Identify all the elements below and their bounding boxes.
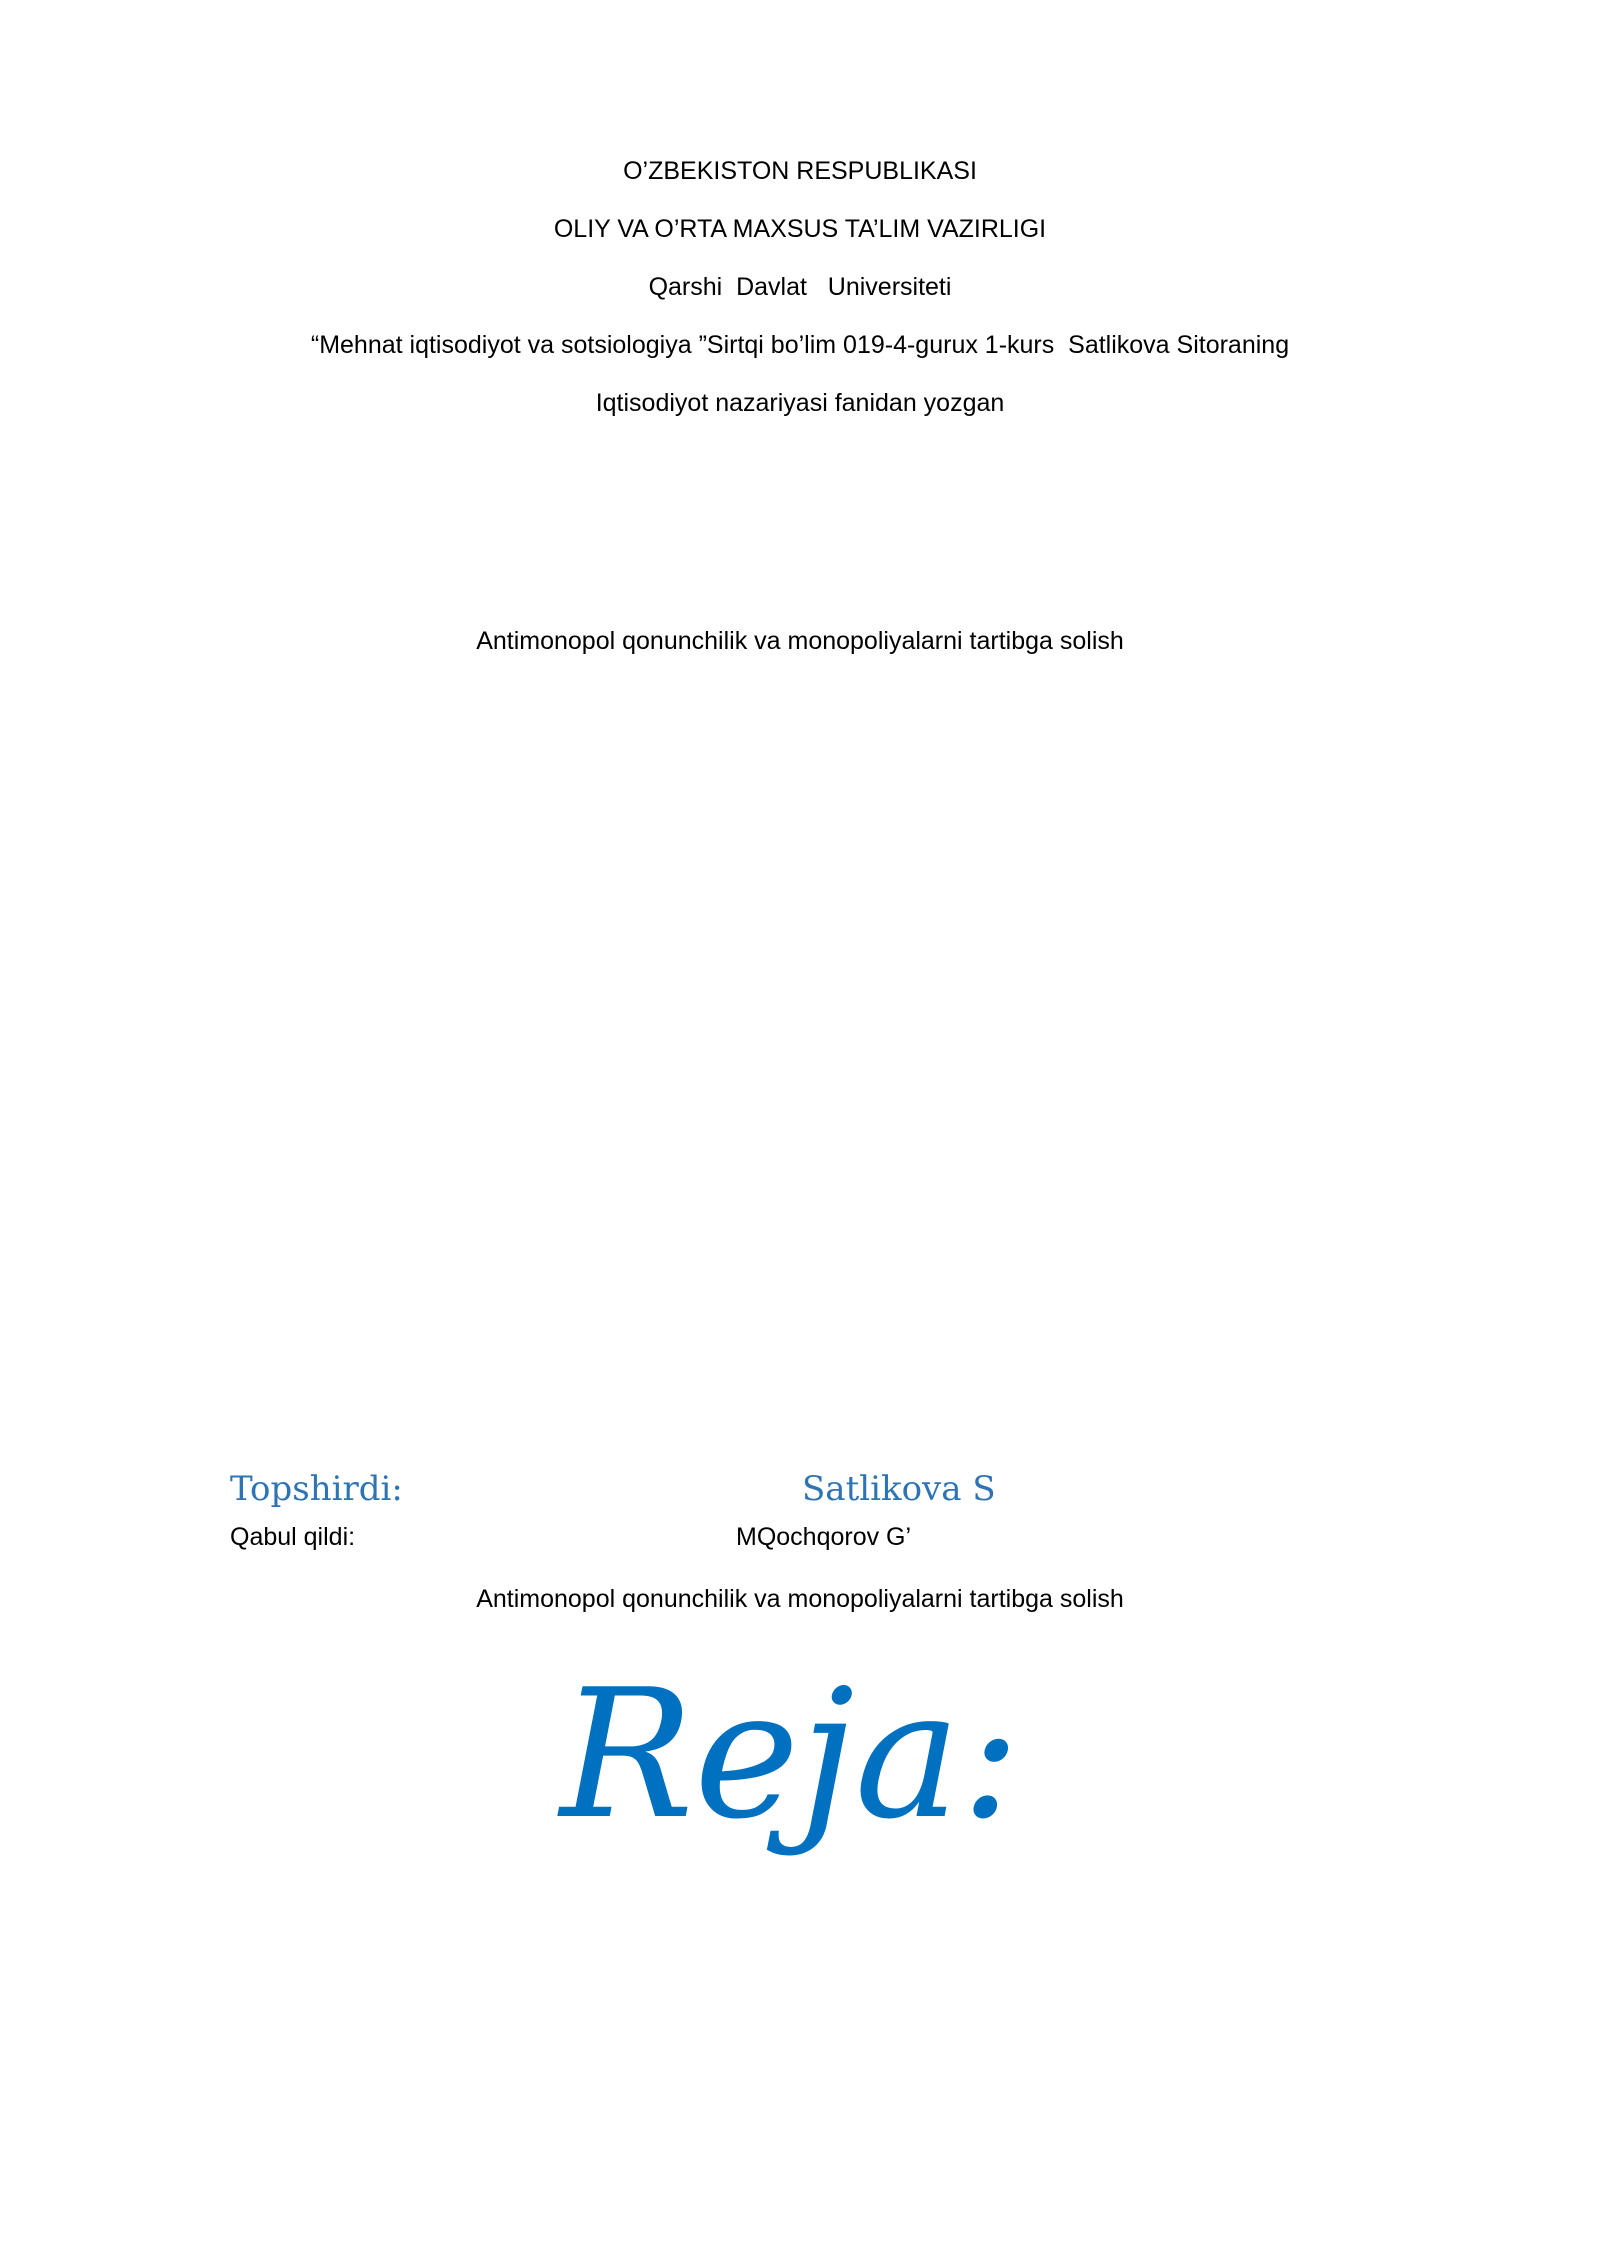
topic-title: Antimonopol qonunchilik va monopoliyalarni tartibga solish: [476, 627, 1124, 655]
submitted-name: Satlikova S: [802, 1469, 996, 1509]
plan-heading: Reja:: [560, 1651, 1021, 1858]
subject-line: Iqtisodiyot nazariyasi fanidan yozgan: [595, 389, 1005, 417]
ministry-heading: OLIY VA O’RTA MAXSUS TA’LIM VAZIRLIGI: [553, 215, 1047, 243]
university-heading: Qarshi Davlat Universiteti: [648, 273, 952, 301]
accepted-name: MQochqorov G’: [736, 1523, 912, 1551]
submitted-label: Topshirdi:: [230, 1469, 403, 1509]
second-topic-title: Antimonopol qonunchilik va monopoliyalarni tartibga solish: [476, 1585, 1124, 1613]
student-line: “Mehnat iqtisodiyot va sotsiologiya ”Sirtqi bo’lim 019-4-gurux 1-kurs Satlikova Sitoraning: [310, 331, 1290, 359]
republic-heading: O’ZBEKISTON RESPUBLIKASI: [623, 157, 977, 185]
accepted-label: Qabul qildi:: [230, 1523, 356, 1551]
